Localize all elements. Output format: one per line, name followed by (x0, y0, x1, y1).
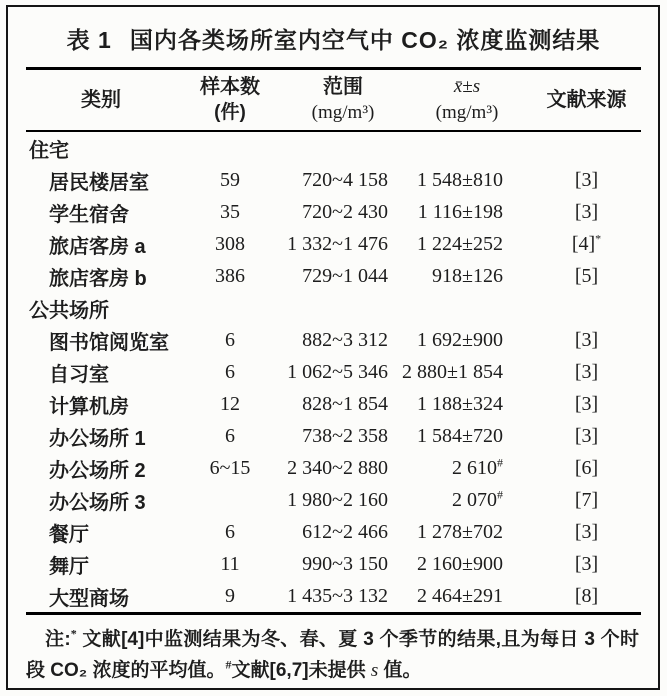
header-row (26, 69, 641, 132)
cell-samples: 11 (220, 552, 240, 575)
cell-mean: 2 070# (452, 486, 503, 511)
cell-samples: 6 (225, 360, 235, 383)
header-category-label: 类别 (81, 88, 121, 111)
table-row (26, 356, 641, 388)
cell-range: 720~2 430 (302, 200, 388, 223)
cell-mean: 1 224±252 (417, 232, 503, 255)
cell-samples: 6 (225, 520, 235, 543)
table-row (26, 388, 641, 420)
cell-cat: 自习室 (49, 363, 109, 386)
cell-ref: [4]* (571, 230, 602, 255)
table-row (26, 228, 641, 260)
cell-cat: 办公场所 2 (49, 459, 146, 482)
table-row (26, 484, 641, 516)
cell-range: 828~1 854 (302, 392, 388, 415)
cell-ref: [3] (574, 520, 599, 543)
cell-mean: 2 880±1 854 (402, 360, 503, 383)
table-row (26, 260, 641, 292)
cell-cat: 办公场所 3 (49, 491, 146, 514)
header-samples (176, 69, 284, 132)
cell-cat: 计算机房 (49, 395, 129, 418)
cell-ref: [3] (574, 424, 599, 447)
cell-cat: 居民楼居室 (49, 171, 149, 194)
cell-cat: 公共场所 (29, 299, 109, 322)
footnote-star-marker: * (70, 626, 77, 641)
header-samples-unit: (件) (214, 101, 246, 123)
cell-mean: 1 584±720 (417, 424, 503, 447)
cell-samples (176, 484, 284, 516)
header-reference (532, 69, 641, 132)
cell-range: 1 980~2 160 (287, 488, 388, 511)
table-row (26, 452, 641, 484)
cell-cat: 图书馆阅览室 (49, 331, 169, 354)
header-reference-label: 文献来源 (546, 88, 627, 111)
cell-ref: [3] (574, 168, 599, 191)
cell-samples: 6 (225, 328, 235, 351)
cell-samples: 386 (215, 264, 245, 287)
cell-ref (532, 131, 641, 164)
cell-mean: 2 610# (452, 454, 503, 479)
cell-samples (176, 292, 284, 324)
table-row (26, 516, 641, 548)
table-row (26, 164, 641, 196)
cell-range: 882~3 312 (302, 328, 388, 351)
cell-range (284, 131, 402, 164)
table-row (26, 548, 641, 580)
cell-superscript-marker: # (497, 454, 503, 469)
cell-samples: 308 (215, 232, 245, 255)
cell-samples: 9 (225, 584, 235, 607)
cell-cat: 大型商场 (49, 587, 129, 610)
footnote-text-1: 文献[4]中监测结果为冬、春、夏 3 个季节的结果,且为每日 3 个时段 CO₂ 浓度的平均值。 (26, 629, 640, 681)
cell-ref: [7] (574, 488, 599, 511)
footnote-hash-marker: # (225, 657, 232, 672)
header-mean-sd-label: x̄±s (453, 75, 481, 97)
cell-range (284, 292, 402, 324)
footnote-text-2: 文献[6,7]未提供 (231, 660, 371, 681)
footnote (26, 624, 639, 686)
cell-range: 1 332~1 476 (287, 232, 388, 255)
cell-cat: 住宅 (29, 139, 69, 162)
cell-ref: [8] (574, 584, 599, 607)
cell-cat: 旅店客房 b (49, 267, 147, 290)
cell-range: 738~2 358 (302, 424, 388, 447)
cell-cat: 学生宿舍 (49, 203, 129, 226)
cell-mean: 1 692±900 (417, 328, 503, 351)
cell-ref: [5] (574, 264, 599, 287)
section-row (26, 131, 641, 164)
table-number: 表 1 (66, 27, 112, 53)
header-mean-sd-unit: (mg/m³) (435, 101, 499, 123)
cell-ref (532, 292, 641, 324)
cell-mean: 1 116±198 (417, 200, 503, 223)
table-title (0, 0, 667, 67)
cell-ref: [6] (574, 456, 599, 479)
cell-mean: 918±126 (432, 264, 503, 287)
table-body (26, 131, 641, 614)
section-row (26, 292, 641, 324)
cell-range: 729~1 044 (302, 264, 388, 287)
cell-ref: [3] (574, 328, 599, 351)
cell-samples: 59 (220, 168, 240, 191)
cell-samples: 6~15 (209, 456, 251, 479)
cell-range: 720~4 158 (302, 168, 388, 191)
cell-cat: 餐厅 (49, 523, 89, 546)
header-range-unit: (mg/m³) (311, 101, 375, 123)
cell-mean: 2 160±900 (417, 552, 503, 575)
cell-ref: [3] (574, 200, 599, 223)
cell-range: 2 340~2 880 (287, 456, 388, 479)
header-range (284, 69, 402, 132)
cell-samples: 35 (220, 200, 240, 223)
header-category (26, 69, 176, 132)
cell-superscript-marker: * (595, 230, 602, 245)
cell-mean (402, 292, 532, 324)
footnote-s-symbol: s (370, 660, 379, 681)
cell-cat: 舞厅 (49, 555, 89, 578)
cell-mean: 1 188±324 (417, 392, 503, 415)
cell-samples (176, 131, 284, 164)
cell-ref: [3] (574, 552, 599, 575)
cell-ref: [3] (574, 392, 599, 415)
cell-ref: [3] (574, 360, 599, 383)
table-row (26, 580, 641, 614)
cell-mean: 1 278±702 (417, 520, 503, 543)
cell-range: 1 435~3 132 (287, 584, 388, 607)
header-samples-label: 样本数 (200, 75, 260, 98)
cell-mean (402, 131, 532, 164)
footnote-label: 注: (45, 629, 71, 650)
header-mean-sd (402, 69, 532, 132)
cell-range: 612~2 466 (302, 520, 388, 543)
cell-mean: 2 464±291 (417, 584, 503, 607)
cell-samples: 12 (220, 392, 240, 415)
cell-cat: 旅店客房 a (49, 235, 146, 258)
table-row (26, 196, 641, 228)
cell-samples: 6 (225, 424, 235, 447)
table-title-text: 国内各类场所室内空气中 CO₂ 浓度监测结果 (129, 27, 601, 53)
table-row (26, 324, 641, 356)
cell-mean: 1 548±810 (417, 168, 503, 191)
cell-range: 1 062~5 346 (287, 360, 388, 383)
cell-range: 990~3 150 (302, 552, 388, 575)
header-range-label: 范围 (323, 75, 363, 98)
table-header (26, 69, 641, 132)
footnote-text-3: 值。 (378, 660, 422, 681)
cell-cat: 办公场所 1 (49, 427, 146, 450)
data-table (26, 67, 641, 615)
table-row (26, 420, 641, 452)
cell-superscript-marker: # (497, 486, 503, 501)
